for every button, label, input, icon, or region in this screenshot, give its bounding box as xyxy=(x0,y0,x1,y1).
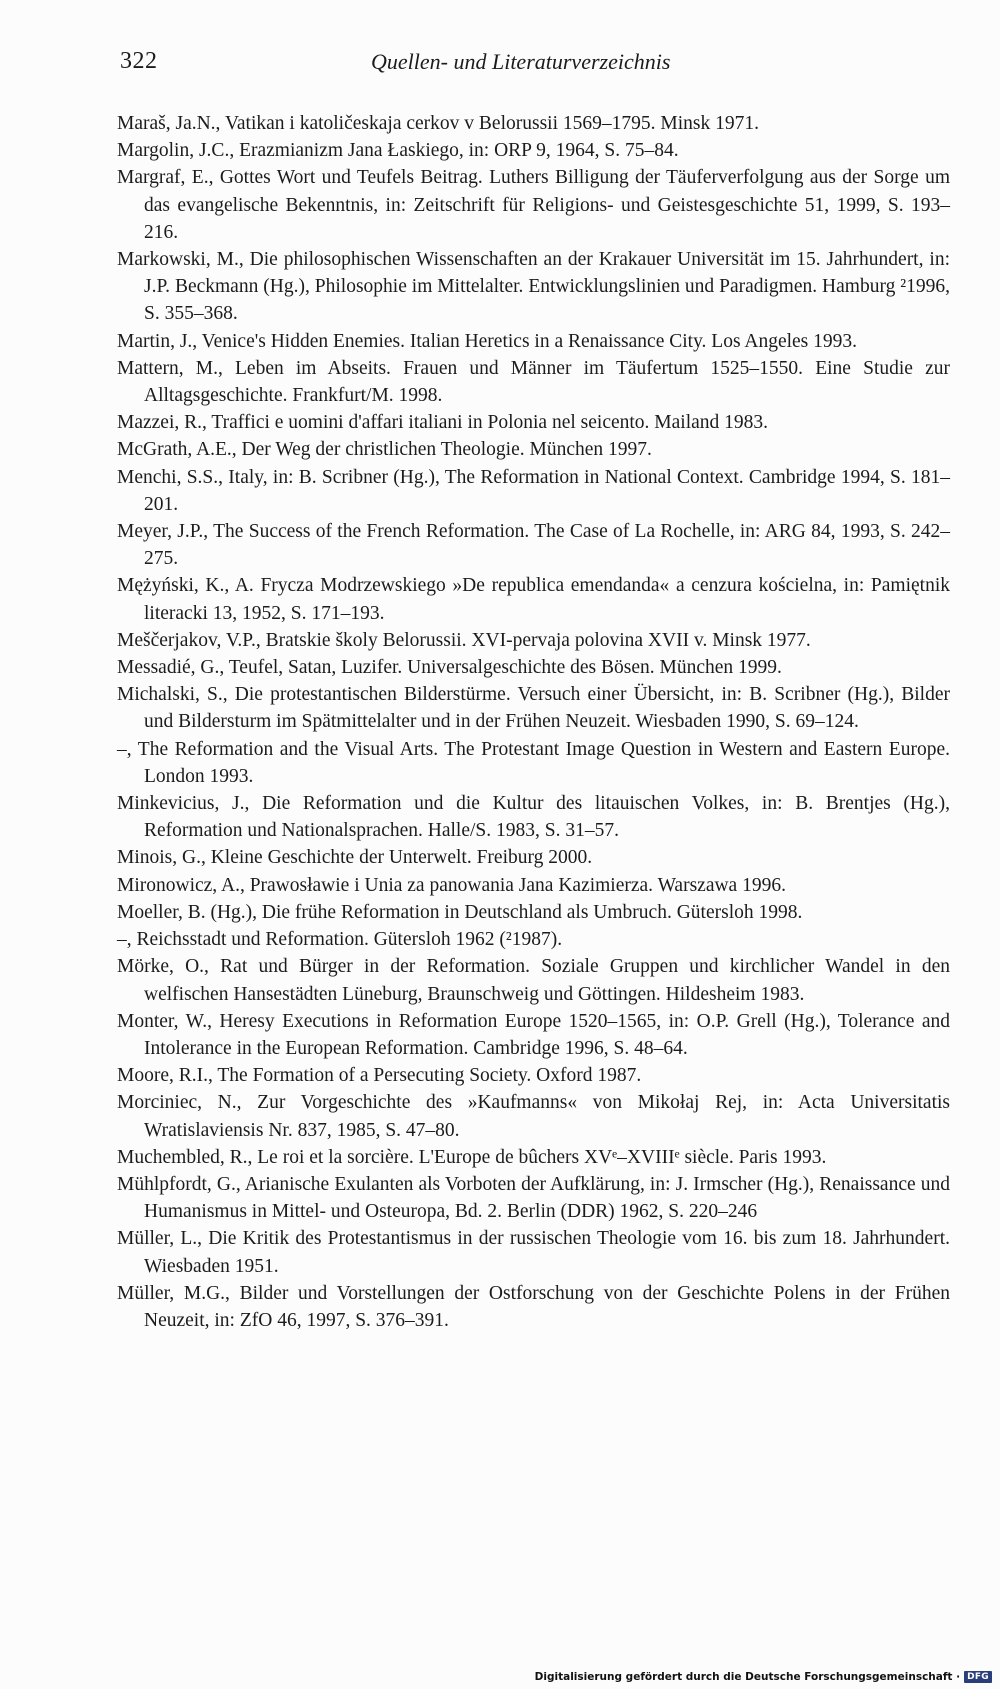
bibliography-entry: Mazzei, R., Traffici e uomini d'affari italiani in Polonia nel seicento. Mailand 1983. xyxy=(117,412,769,434)
credit-text: Digitalisierung gefördert durch die Deutsche Forschungsgemeinschaft · xyxy=(534,1671,961,1683)
bibliography-entry: Minois, G., Kleine Geschichte der Unterwelt. Freiburg 2000. xyxy=(117,847,593,869)
bibliography-entry: –, The Reformation and the Visual Arts. The Protestant Image Question in Western and Eastern Europe. London 1993. xyxy=(117,738,950,787)
bibliography-entry: Müller, M.G., Bilder und Vorstellungen der Ostforschung von der Geschichte Polens in der Frühen Neuzeit, in: ZfO 46, 1997, S. 376–391. xyxy=(117,1282,950,1331)
bibliography-entry: Menchi, S.S., Italy, in: B. Scribner (Hg.), The Reformation in National Context. Cambridge 1994, S. 181–201. xyxy=(117,466,950,515)
bibliography-entry: Mężyński, K., A. Frycza Modrzewskiego »De republica emendanda« a cenzura kościelna, in: Pamiętnik literacki 13, 1952, S. 171–193. xyxy=(117,575,950,624)
bibliography-entry: Moore, R.I., The Formation of a Persecuting Society. Oxford 1987. xyxy=(117,1065,642,1087)
bibliography-entry: Morciniec, N., Zur Vorgeschichte des »Kaufmanns« von Mikołaj Rej, in: Acta Universitatis Wratislaviensis Nr. 837, 1985, S. 47–80. xyxy=(117,1092,950,1141)
bibliography-entry: Meščerjakov, V.P., Bratskie školy Belorussii. XVI-pervaja polovina XVII v. Minsk 1977. xyxy=(117,629,811,651)
bibliography-entry: Muchembled, R., Le roi et la sorcière. L'Europe de bûchers XVᵉ–XVIIIᵉ siècle. Paris 1993. xyxy=(117,1146,827,1168)
bibliography-entry: Messadié, G., Teufel, Satan, Luzifer. Universalgeschichte des Bösen. München 1999. xyxy=(117,657,782,679)
bibliography-entry: Markowski, M., Die philosophischen Wissenschaften an der Krakauer Universität im 15. Jahrhundert, in: J.P. Beckmann (Hg.), Philosophie im Mittelalter. Entwicklungslinien und Paradigmen. Hamburg ²1996, S. 355–368. xyxy=(117,249,950,325)
bibliography-entry: McGrath, A.E., Der Weg der christlichen Theologie. München 1997. xyxy=(117,439,652,461)
running-title: Quellen- und Literaturverzeichnis xyxy=(371,49,671,74)
bibliography-entry: Minkevicius, J., Die Reformation und die Kultur des litauischen Volkes, in: B. Brentjes (Hg.), Reformation und Nationalsprachen. Halle/S. 1983, S. 31–57. xyxy=(117,793,950,842)
bibliography-entry: Martin, J., Venice's Hidden Enemies. Italian Heretics in a Renaissance City. Los Angeles 1993. xyxy=(117,330,858,352)
bibliography-entry: Margolin, J.C., Erazmianizm Jana Łaskiego, in: ORP 9, 1964, S. 75–84. xyxy=(117,140,679,162)
page-header xyxy=(120,48,960,84)
bibliography-entry: Meyer, J.P., The Success of the French Reformation. The Case of La Rochelle, in: ARG 84, 1993, S. 242–275. xyxy=(117,521,950,570)
bibliography-entry: Mironowicz, A., Prawosławie i Unia za panowania Jana Kazimierza. Warszawa 1996. xyxy=(117,874,786,896)
bibliography-entry: Moeller, B. (Hg.), Die frühe Reformation in Deutschland als Umbruch. Gütersloh 1998. xyxy=(117,901,803,923)
bibliography-entry: Mattern, M., Leben im Abseits. Frauen und Männer im Täufertum 1525–1550. Eine Studie zur Alltagsgeschichte. Frankfurt/M. 1998. xyxy=(117,357,950,407)
page-number: 322 xyxy=(120,48,158,74)
digitization-credit xyxy=(535,1671,992,1683)
bibliography-entry: Mörke, O., Rat und Bürger in der Reformation. Soziale Gruppen und kirchlicher Wandel in den welfischen Hansestädten Lüneburg, Braunschweig und Göttingen. Hildesheim 1983. xyxy=(117,956,950,1005)
bibliography-entry: Margraf, E., Gottes Wort und Teufels Beitrag. Luthers Billigung der Täuferverfolgung aus der Sorge um das evangelische Bekenntnis, in: Zeitschrift für Religions- und Geistesgeschichte 51, 1999, S. 193–216. xyxy=(117,167,950,243)
bibliography-entry: Monter, W., Heresy Executions in Reformation Europe 1520–1565, in: O.P. Grell (Hg.), Tolerance and Intolerance in the European Reformation. Cambridge 1996, S. 48–64. xyxy=(117,1010,950,1059)
bibliography-entry: Michalski, S., Die protestantischen Bilderstürme. Versuch einer Übersicht, in: B. Scribner (Hg.), Bilder und Bildersturm im Spätmittelalter und in der Frühen Neuzeit. Wiesbaden 1990, S. 69–124. xyxy=(117,684,950,733)
bibliography-entry: Mühlpfordt, G., Arianische Exulanten als Vorboten der Aufklärung, in: J. Irmscher (Hg.), Renaissance und Humanismus in Mittel- und Osteuropa, Bd. 2. Berlin (DDR) 1962, S. 220–246 xyxy=(117,1173,950,1223)
bibliography-entry: Maraš, Ja.N., Vatikan i katoličeskaja cerkov v Belorussii 1569–1795. Minsk 1971. xyxy=(117,113,759,134)
bibliography-entry: –, Reichsstadt und Reformation. Gütersloh 1962 (²1987). xyxy=(117,929,563,951)
dfg-logo: DFG xyxy=(964,1671,992,1683)
bibliography-list xyxy=(117,110,950,1334)
bibliography-entry: Müller, L., Die Kritik des Protestantismus in der russischen Theologie vom 16. bis zum 18. Jahrhundert. Wiesbaden 1951. xyxy=(117,1228,950,1277)
